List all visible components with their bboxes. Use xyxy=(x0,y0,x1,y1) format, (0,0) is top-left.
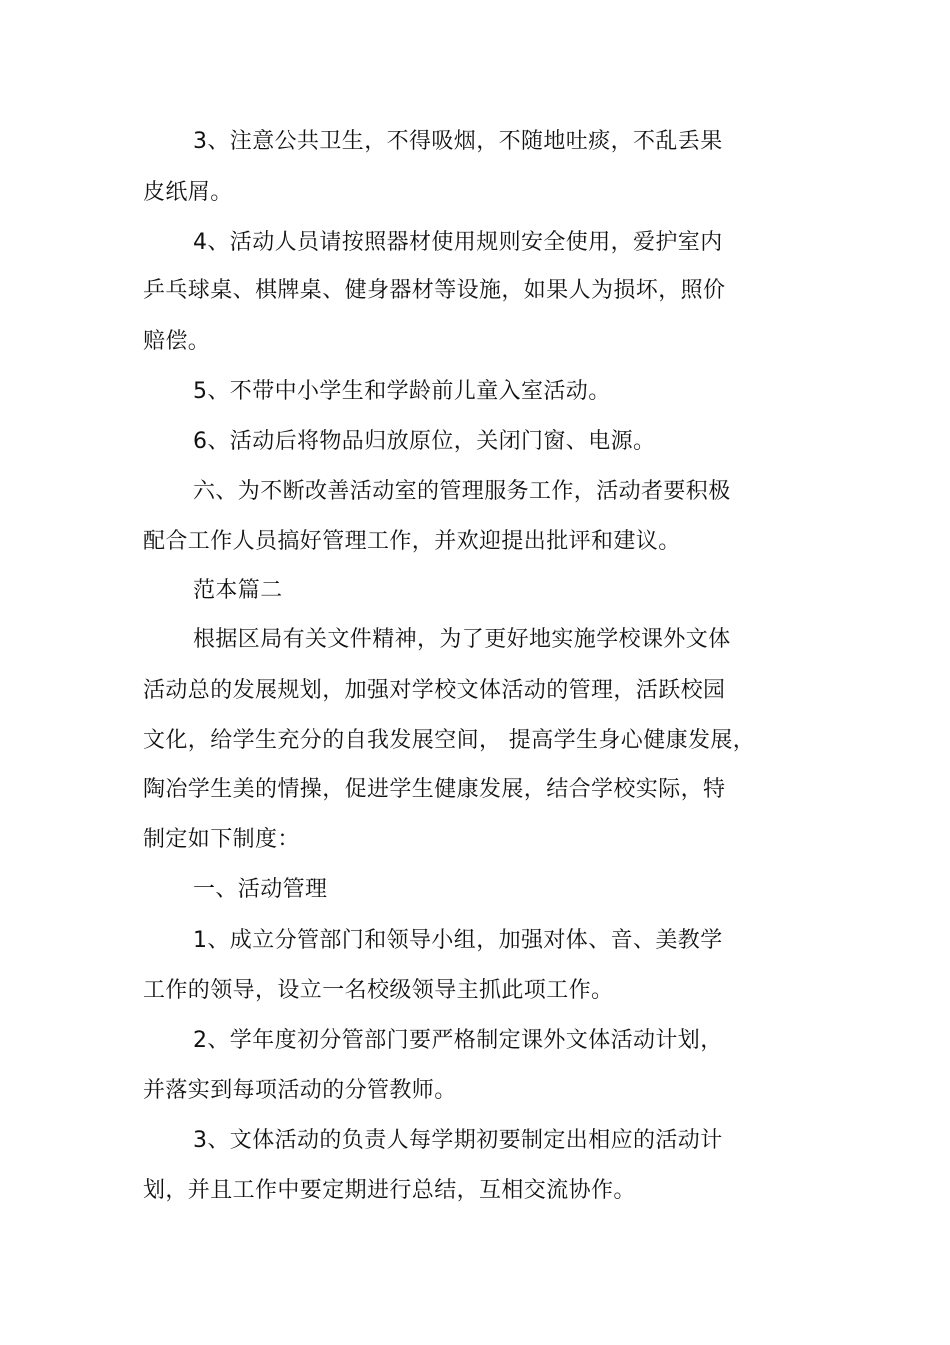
section-6-line-1: 六、为不断改善活动室的管理服务工作，活动者要积极 xyxy=(193,479,731,504)
intro-paragraph-line-3: 文化，给学生充分的自我发展空间， 提高学生身心健康发展， xyxy=(143,728,756,753)
item-3-line-1: 3、文体活动的负责人每学期初要制定出相应的活动计 xyxy=(193,1128,723,1153)
rule-4-line-3: 赔偿。 xyxy=(143,329,211,354)
item-1-line-1: 1、成立分管部门和领导小组，加强对体、音、美教学 xyxy=(193,928,723,953)
intro-paragraph-line-1: 根据区局有关文件精神，为了更好地实施学校课外文体 xyxy=(193,627,731,652)
item-3-line-2: 划，并且工作中要定期进行总结，互相交流协作。 xyxy=(143,1178,636,1203)
section-1-heading: 一、活动管理 xyxy=(193,877,328,902)
item-2-line-2: 并落实到每项活动的分管教师。 xyxy=(143,1078,457,1103)
item-1-line-2: 工作的领导，设立一名校级领导主抓此项工作。 xyxy=(143,978,614,1003)
rule-6-line: 6、活动后将物品归放原位，关闭门窗、电源。 xyxy=(193,429,656,454)
rule-3-line-1: 3、注意公共卫生，不得吸烟，不随地吐痰，不乱丢果 xyxy=(193,129,723,154)
intro-paragraph-line-4: 陶冶学生美的情操，促进学生健康发展，结合学校实际，特 xyxy=(143,777,726,802)
rule-4-line-2: 乒乓球桌、棋牌桌、健身器材等设施，如果人为损坏，照价 xyxy=(143,278,726,303)
rule-4-line-1: 4、活动人员请按照器材使用规则安全使用，爱护室内 xyxy=(193,230,723,255)
intro-paragraph-line-2: 活动总的发展规划，加强对学校文体活动的管理，活跃校园 xyxy=(143,678,726,703)
intro-paragraph-line-5: 制定如下制度： xyxy=(143,827,300,852)
template-two-heading: 范本篇二 xyxy=(193,578,283,603)
rule-5-line: 5、不带中小学生和学龄前儿童入室活动。 xyxy=(193,379,611,404)
rule-3-line-2: 皮纸屑。 xyxy=(143,180,233,205)
item-2-line-1: 2、学年度初分管部门要严格制定课外文体活动计划， xyxy=(193,1028,723,1053)
section-6-line-2: 配合工作人员搞好管理工作，并欢迎提出批评和建议。 xyxy=(143,529,681,554)
